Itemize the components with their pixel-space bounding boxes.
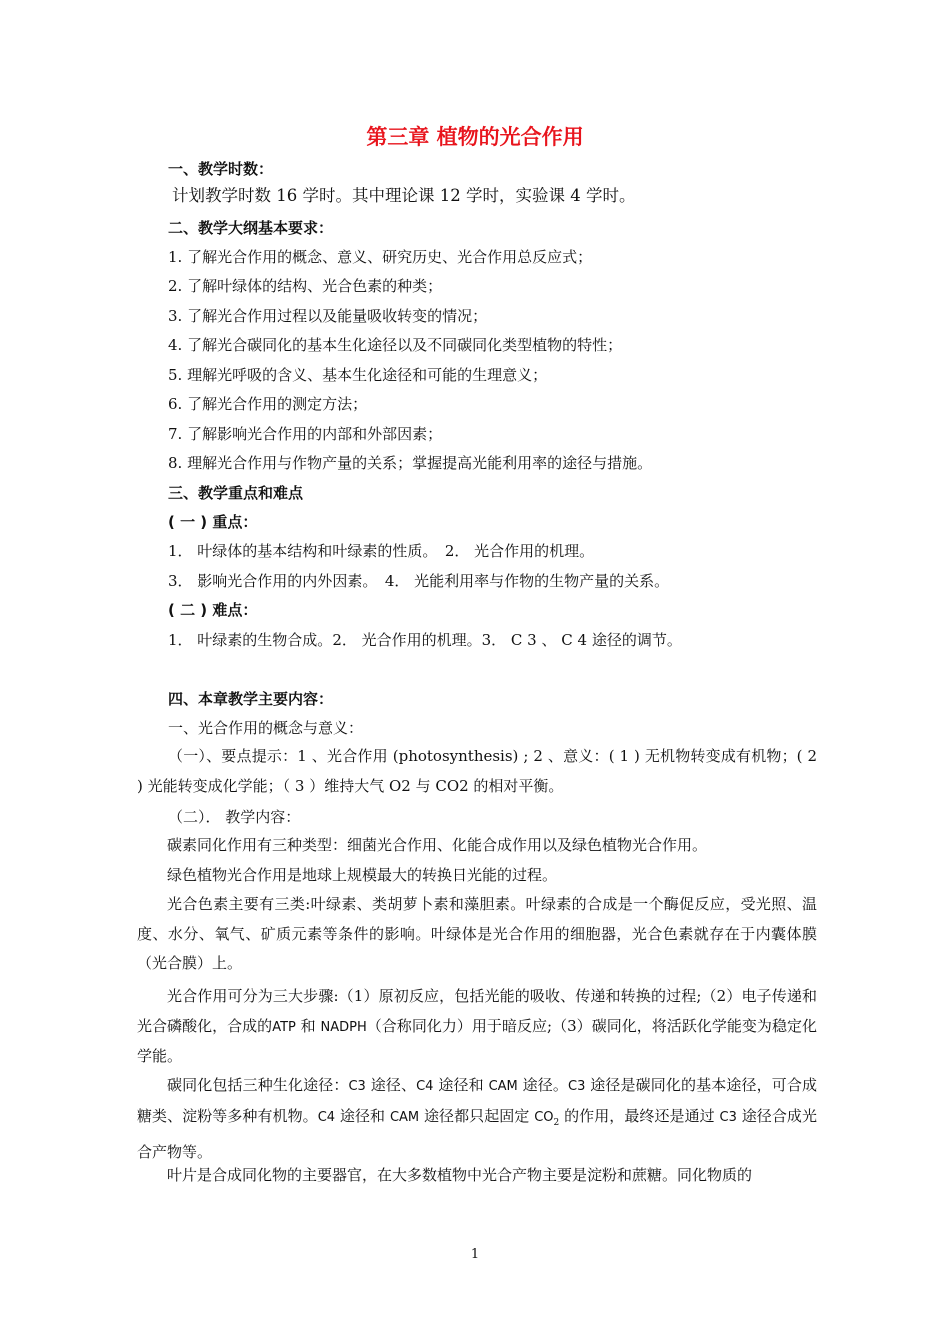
difficult-points-heading: ( 二 ) 难点：	[168, 601, 258, 619]
section4-heading: 四、本章教学主要内容：	[168, 690, 334, 708]
page-number: 1	[470, 1247, 480, 1262]
carbon-assimilation-paragraph: 碳同化包括三种生化途径：C3 途径、C4 途径和 CAM 途径。C3 途径是碳同化的基本途径，可合成糖类、淀粉等多种有机物。C4 途径和 CAM 途径都只起固定 $CO_2$ 的作用，最终还是通过 C3 途径合成光合产物等。	[137, 1076, 817, 1161]
requirement-item: 2. 了解叶绿体的结构、光合色素的种类；	[168, 277, 443, 295]
section3-heading: 三、教学重点和难点	[168, 484, 304, 502]
key-points-heading: ( 一 ) 重点：	[168, 513, 258, 531]
leaf-paragraph: 叶片是合成同化物的主要器官，在大多数植物中光合产物主要是淀粉和蔗糖。同化物质的	[167, 1166, 753, 1184]
chapter-title: 第三章 植物的光合作用	[366, 125, 584, 149]
requirement-item: 6. 了解光合作用的测定方法；	[168, 395, 368, 413]
pigments-paragraph: 光合色素主要有三类:叶绿素、类胡萝卜素和藻胆素。叶绿素的合成是一个酶促反应，受光照、温度、水分、氧气、矿质元素等条件的影响。叶绿体是光合作用的细胞器，光合色素就存在于内囊体膜（光合膜）上。	[137, 895, 817, 972]
requirement-item: 3. 了解光合作用过程以及能量吸收转变的情况；	[168, 307, 488, 325]
requirement-item: 1. 了解光合作用的概念、意义、研究历史、光合作用总反应式；	[168, 248, 593, 266]
body-paragraph: 绿色植物光合作用是地球上规模最大的转换日光能的过程。	[167, 866, 558, 884]
content-heading: （二）． 教学内容：	[168, 808, 301, 826]
section2-heading: 二、教学大纲基本要求：	[168, 219, 334, 237]
subsection-heading: 一、光合作用的概念与意义：	[168, 719, 364, 737]
key-points-line: 3． 影响光合作用的内外因素。 4． 光能利用率与作物的生物产量的关系。	[168, 572, 670, 590]
section1-text: 计划教学时数 16 学时。其中理论课 12 学时，实验课 4 学时。	[172, 186, 636, 205]
key-points-line: 1． 叶绿体的基本结构和叶绿素的性质。 2． 光合作用的机理。	[168, 542, 595, 560]
requirement-item: 5. 理解光呼吸的含义、基本生化途径和可能的生理意义；	[168, 366, 548, 384]
requirement-item: 4. 了解光合碳同化的基本生化途径以及不同碳同化类型植物的特性；	[168, 336, 623, 354]
body-paragraph: 碳素同化作用有三种类型：细菌光合作用、化能合成作用以及绿色植物光合作用。	[167, 836, 708, 854]
atp-term: ATP	[272, 1019, 296, 1035]
photosynthesis-steps-paragraph: 光合作用可分为三大步骤:（1）原初反应，包括光能的吸收、传递和转换的过程;（2）电子传递和光合磷酸化，合成的ATP 和 NADPH（合称同化力）用于暗反应;（3）碳同化，将活跃化学能变为稳定化学能。	[137, 987, 817, 1065]
requirement-item: 7. 了解影响光合作用的内部和外部因素；	[168, 425, 443, 443]
nadph-term: NADPH	[320, 1019, 367, 1035]
difficult-points-line: 1． 叶绿素的生物合成。2． 光合作用的机理。3． C 3 、 C 4 途径的调节。	[168, 631, 682, 649]
requirement-item: 8. 理解光合作用与作物产量的关系；掌握提高光能利用率的途径与措施。	[168, 454, 653, 472]
key-tips-paragraph: （一）、要点提示：1 、光合作用 (photosynthesis) ; 2 、意义：( 1 ) 无机物转变成有机物；( 2 ) 光能转变成化学能；（ 3 ）维持大气 O2 与 CO2 的相对平衡。	[137, 747, 817, 795]
section1-heading: 一、教学时数：	[168, 160, 274, 178]
